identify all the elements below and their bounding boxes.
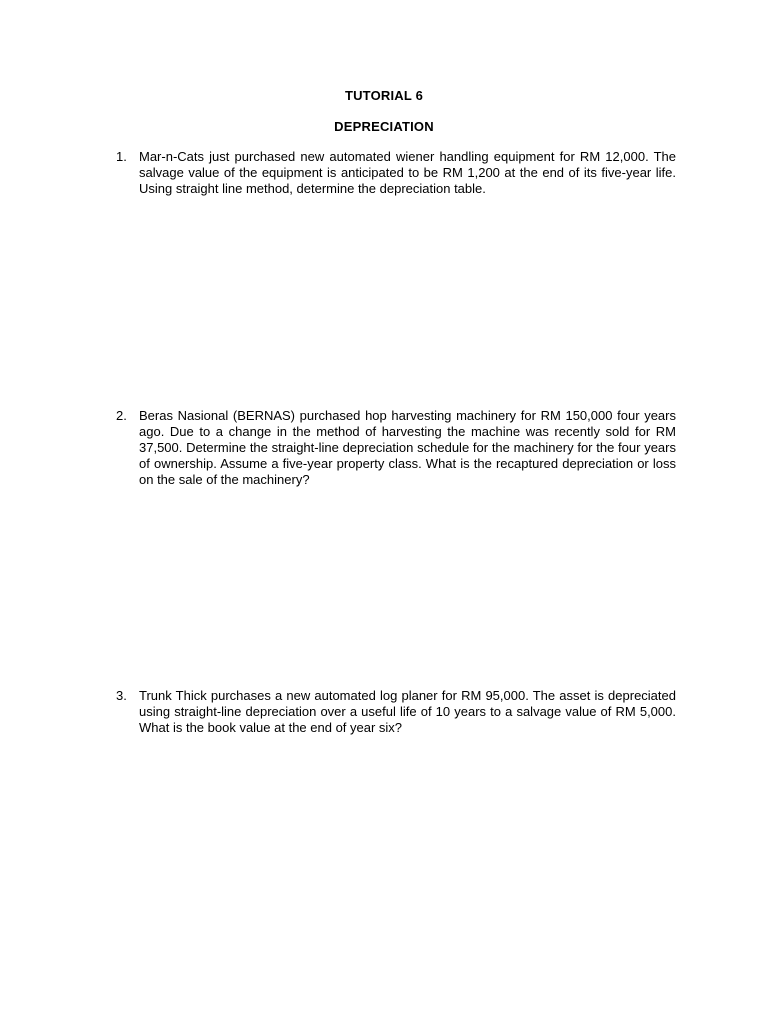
page-subtitle: DEPRECIATION	[334, 119, 434, 134]
question-1-text: Mar-n-Cats just purchased new automated wiener handling equipment for RM 12,000. The salvage value of the equipment is anticipated to be RM 1,200 at the end of its five-year life. Using straight line method, determine the depreciation table.	[139, 149, 676, 196]
question-2-number: 2.	[116, 408, 127, 423]
question-1-number: 1.	[116, 149, 127, 164]
question-2-text: Beras Nasional (BERNAS) purchased hop harvesting machinery for RM 150,000 four years ago. Due to a change in the method of harvesting the machine was recently sold for RM 37,500. Determine the straight-line depreciation schedule for the machinery for the four years of ownership. Assume a five-year property class. What is the recaptured depreciation or loss on the sale of the machinery?	[139, 408, 676, 487]
question-3-number: 3.	[116, 688, 127, 703]
page-title: TUTORIAL 6	[344, 88, 424, 103]
question-3-text: Trunk Thick purchases a new automated log planer for RM 95,000. The asset is depreciated using straight-line depreciation over a useful life of 10 years to a salvage value of RM 5,000. What is the book value at the end of year six?	[139, 688, 676, 735]
